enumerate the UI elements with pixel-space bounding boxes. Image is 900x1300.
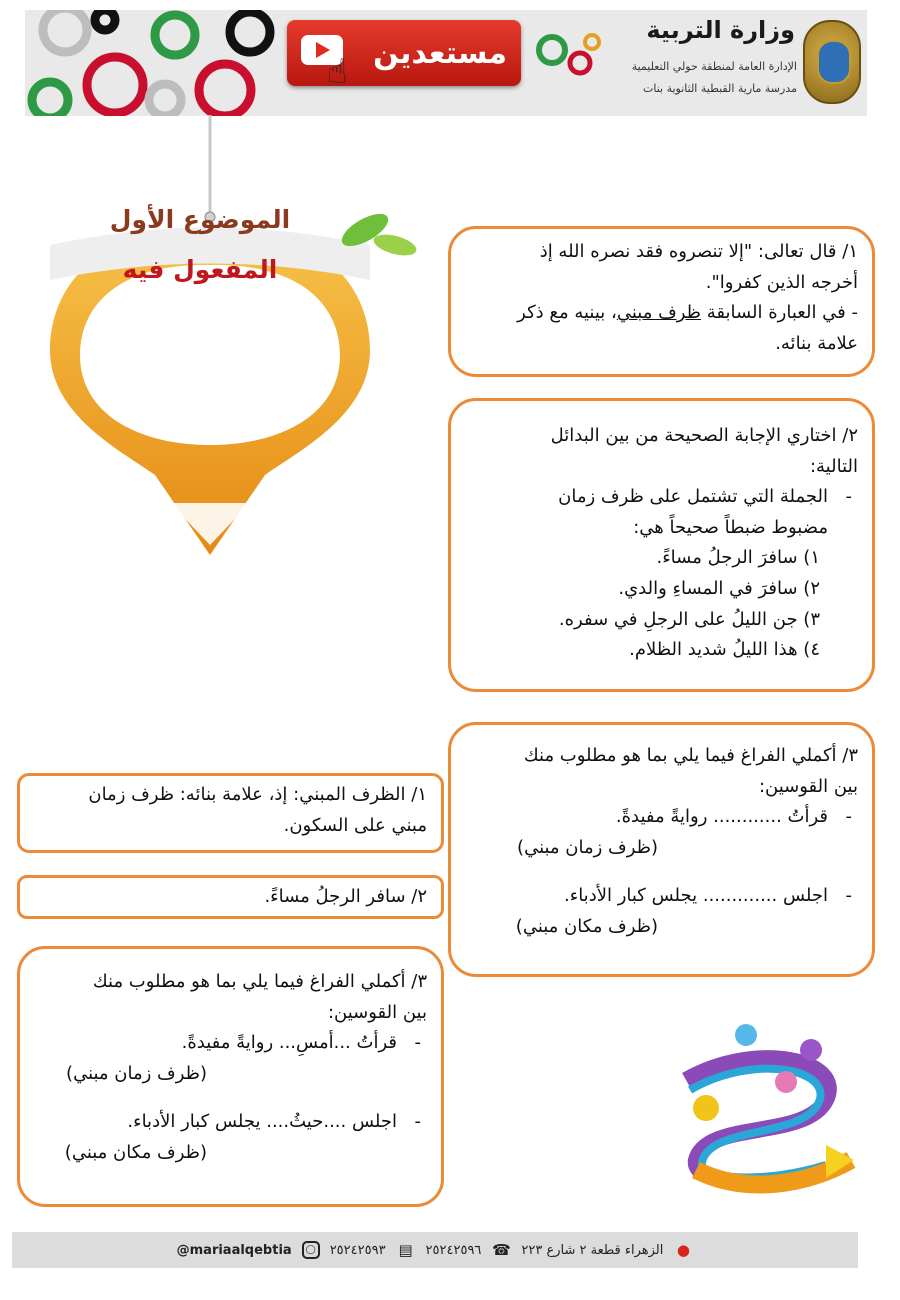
q1-line: ١/ قال تعالى: "إلا تنصروه فقد نصره الله إذ xyxy=(539,241,858,262)
question-2-box xyxy=(448,398,875,692)
q3-item: -قرأتُ ............ روايةً مفيدةً. xyxy=(615,806,852,828)
gear-icon xyxy=(530,28,610,88)
a2-line: ٢/ سافر الرجلُ مساءً. xyxy=(264,886,427,907)
footer-instagram[interactable]: @mariaalqebtia xyxy=(176,1242,292,1258)
q3-line: بين القوسين: xyxy=(758,775,858,797)
hand-cursor-icon: ☝ xyxy=(327,52,348,92)
location-pin-icon: ● xyxy=(676,1241,690,1259)
footer-phone: ٢٥٢٤٢٥٩٦ xyxy=(425,1242,482,1258)
footer-bar xyxy=(12,1232,858,1268)
option-1: ١) سافرَ الرجلُ مساءً. xyxy=(656,547,820,569)
option-4: ٤) هذا الليلُ شديد الظلام. xyxy=(629,639,820,661)
a3-line: ٣/ أكملي الفراغ فيما يلي بما هو مطلوب منك xyxy=(92,971,427,992)
ministry-title: وزارة التربية xyxy=(646,16,795,44)
a1-line: ١/ الظرف المبني: إذ، علامة بنائه: ظرف زمان xyxy=(88,784,427,805)
footer-fax: ٢٥٢٤٢٥٩٣ xyxy=(329,1242,386,1258)
district-line: الإدارة العامة لمنطقة حولي التعليمية xyxy=(631,60,797,73)
instagram-icon: ◯ xyxy=(302,1241,320,1259)
q2-line: ٢/ اختاري الإجابة الصحيحة من بين البدائل xyxy=(550,425,858,446)
q1-line: علامة بنائه. xyxy=(775,332,858,354)
q2-line: التالية: xyxy=(809,455,858,477)
a3-item: -قرأتُ ...أمسِ... روايةً مفيدةً. xyxy=(181,1032,421,1054)
q1-line: - في العبارة السابقة ظرف مبني، بينيه مع ذكر xyxy=(517,302,858,324)
answer-3-box xyxy=(17,946,444,1207)
emblem-icon xyxy=(803,20,861,104)
question-3-box xyxy=(448,722,875,977)
header-banner xyxy=(25,10,867,116)
gear-icon xyxy=(25,10,275,116)
topic-number: الموضوع الأول xyxy=(109,205,291,234)
topic-title: المفعول فيه xyxy=(122,255,278,284)
q3-line: ٣/ أكملي الفراغ فيما يلي بما هو مطلوب منك xyxy=(523,745,858,766)
answer-1-box xyxy=(17,773,444,853)
q3-hint: (ظرف زمان مبني) xyxy=(517,836,658,858)
phone-icon: ☎ xyxy=(492,1241,511,1259)
a3-hint: (ظرف مكان مبني) xyxy=(64,1141,207,1163)
q3-hint: (ظرف مكان مبني) xyxy=(515,915,658,937)
road-icon xyxy=(676,1020,856,1200)
a3-line: بين القوسين: xyxy=(327,1001,427,1023)
q2-stem: مضبوط ضبطاً صحيحاً هي: xyxy=(633,516,828,538)
q3-item: -اجلس ............. يجلس كبار الأدباء. xyxy=(564,885,852,907)
ready-label: مستعدين xyxy=(373,35,507,71)
q1-line: أخرجه الذين كفروا". xyxy=(705,271,858,293)
option-3: ٣) جن الليلُ على الرجلِ في سفره. xyxy=(558,608,820,630)
a3-hint: (ظرف زمان مبني) xyxy=(66,1062,207,1084)
topic-sign xyxy=(30,115,430,565)
ready-button[interactable] xyxy=(287,20,521,92)
q2-stem: -الجملة التي تشتمل على ظرف زمان xyxy=(558,486,852,508)
question-1-box xyxy=(448,226,875,377)
school-line: مدرسة مارية القبطية الثانوية بنات xyxy=(643,82,797,95)
fax-icon: ▤ xyxy=(398,1241,413,1259)
footer-address: الزهراء قطعة ٢ شارع ٢٢٣ xyxy=(521,1242,664,1258)
a1-line: مبني على السكون. xyxy=(283,814,427,836)
underlined-term: ظرف مبني xyxy=(616,302,701,324)
answer-2-box xyxy=(17,875,444,919)
option-2: ٢) سافرَ في المساءِ والدي. xyxy=(618,577,820,599)
a3-item: -اجلس ....حيثُ.... يجلس كبار الأدباء. xyxy=(127,1111,421,1133)
